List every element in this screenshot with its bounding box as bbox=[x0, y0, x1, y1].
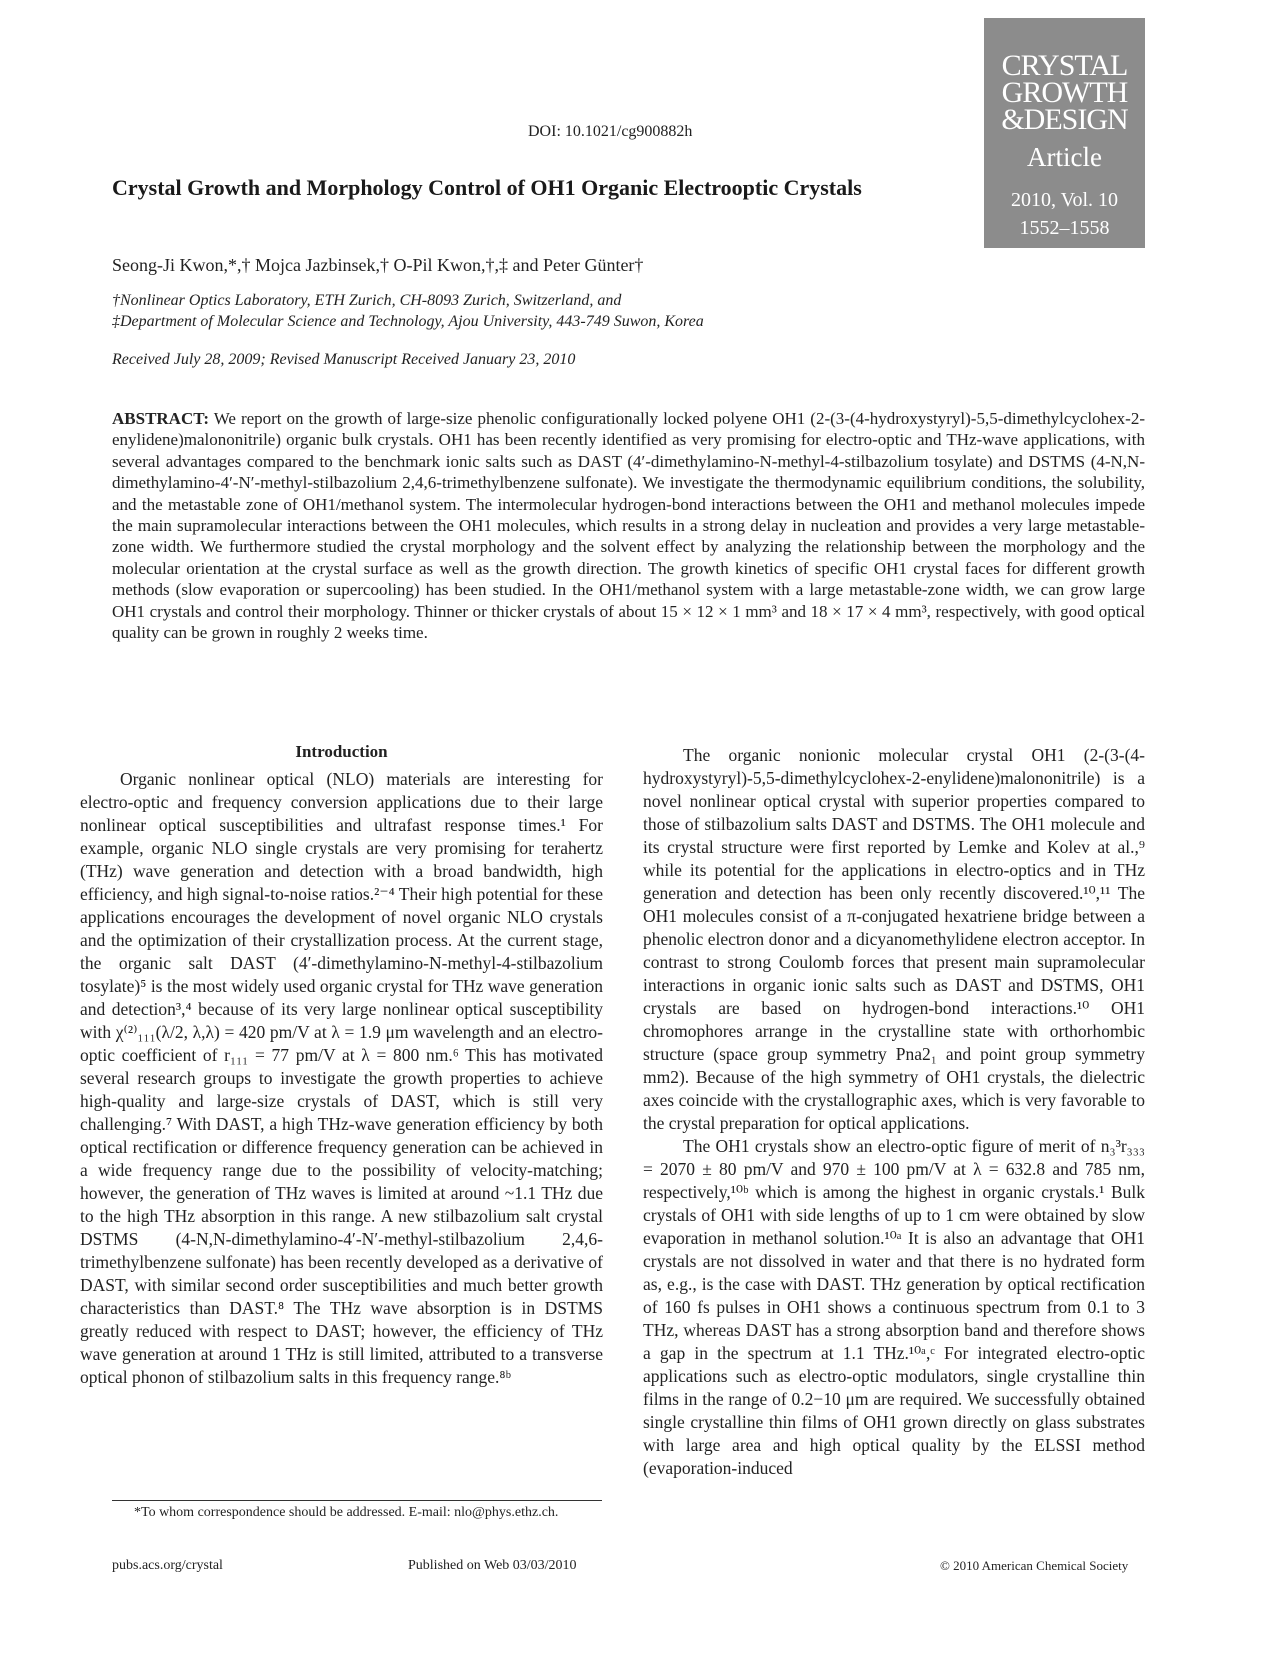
section-heading: Introduction bbox=[295, 742, 388, 761]
abstract-text: We report on the growth of large-size phenolic configurationally locked polyene OH1 (2-(3-(4-hydroxystyryl)-5,5-dimethylcyclohex-2-enylidene)malononitrile) organic bulk crystals. OH1 has been recently identified as very promising for electro-optic and THz-wave applications, with several advantages compared to the benchmark ionic salts such as DAST (4′-dimethylamino-N-methyl-4-stilbazolium tosylate) and DSTMS (4-N,N-dimethylamino-4′-N′-methyl-stilbazolium 2,4,6-trimethylbenzene sulfonate). We investigate the thermodynamic equilibrium conditions, the solubility, and the metastable zone of OH1/methanol system. The intermolecular hydrogen-bond interactions between the OH1 and methanol molecules impede the main supramolecular interactions between the OH1 molecules, which results in a strong delay in nucleation and provides a very large metastable-zone width. We furthermore studied the crystal morphology and the solvent effect by analyzing the relationship between the morphology and the molecular orientation at the crystal surface as well as the growth direction. The growth kinetics of specific OH1 crystal faces for different growth methods (slow evaporation or supercooling) has been studied. In the OH1/methanol system with a large metastable-zone width, we can grow large OH1 crystals and control their morphology. Thinner or thicker crystals of about 15 × 12 × 1 mm³ and 18 × 17 × 4 mm³, respectively, with good optical quality can be grown in roughly 2 weeks time. bbox=[112, 409, 1145, 643]
paragraph: The organic nonionic molecular crystal OH1 (2-(3-(4-hydroxystyryl)-5,5-dimethylcyclohex-2-enylidene)malononitrile) is a novel nonlinear optical crystal with superior properties compared to those of stilbazolium salts DAST and DSTMS. The OH1 molecule and its crystal structure were first reported by Lemke and Kolev at al.,⁹ while its potential for the applications in electro-optics and in THz generation and detection has been only recently discovered.¹⁰,¹¹ The OH1 molecules consist of a π-conjugated hexatriene bridge between a phenolic electron donor and a dicyanomethylidene electron acceptor. In contrast to strong Coulomb forces that present main supramolecular interactions in organic ionic salts such as DAST and DSTMS, OH1 crystals are based on hydrogen-bond interactions.¹⁰ OH1 chromophores arrange in the crystalline state with orthorhombic structure (space group symmetry Pna2₁ and point group symmetry mm2). Because of the high symmetry of OH1 crystals, the dielectric axes coincide with the crystallographic axes, which is very favorable to the crystal preparation for optical applications. bbox=[643, 745, 1145, 1133]
abstract-label: ABSTRACT: bbox=[112, 409, 209, 428]
footer-copyright: © 2010 American Chemical Society bbox=[940, 1558, 1129, 1573]
right-column bbox=[643, 744, 1145, 1480]
footer-published-date: Published on Web 03/03/2010 bbox=[408, 1558, 577, 1573]
abstract bbox=[112, 408, 1145, 643]
article-title: Crystal Growth and Morphology Control of OH1 Organic Electrooptic Crystals bbox=[112, 175, 862, 200]
received-dates: Received July 28, 2009; Revised Manuscript Received January 23, 2010 bbox=[112, 351, 576, 368]
paragraph: The OH1 crystals show an electro-optic figure of merit of n₃³r₃₃₃ = 2070 ± 80 pm/V and 970 ± 100 pm/V at λ = 632.8 and 785 nm, respectively,¹⁰ᵇ which is among the highest in organic crystals.¹ Bulk crystals of OH1 with side lengths of up to 1 cm were obtained by slow evaporation in methanol solution.¹⁰ᵃ It is also an advantage that OH1 crystals are not dissolved in water and that there is no hydrated form as, e.g., is the case with DAST. THz generation by optical rectification of 160 fs pulses in OH1 shows a continuous spectrum from 0.1 to 3 THz, whereas DAST has a strong absorption band and therefore shows a gap in the spectrum at 1.1 THz.¹⁰ᵃ,ᶜ For integrated electro-optic applications such as electro-optic modulators, single crystalline thin films in the range of 0.2−10 μm are required. We successfully obtained single crystalline thin films of OH1 grown directly on glass substrates with large area and high optical quality by the ELSSI method (evaporation-induced bbox=[643, 1136, 1145, 1478]
affiliations bbox=[112, 290, 704, 332]
journal-name: CRYSTAL GROWTH &DESIGN bbox=[1001, 49, 1128, 136]
affiliation: ‡Department of Molecular Science and Technology, Ajou University, 443-749 Suwon, Korea bbox=[112, 313, 704, 330]
paragraph: Organic nonlinear optical (NLO) materials are interesting for electro-optic and frequency conversion applications due to their large nonlinear optical susceptibilities and ultrafast response times.¹ For example, organic NLO single crystals are very promising for terahertz (THz) wave generation and detection with a broad bandwidth, high efficiency, and high signal-to-noise ratios.²⁻⁴ Their high potential for these applications encourages the development of novel organic NLO crystals and the optimization of their crystallization process. At the current stage, the organic salt DAST (4′-dimethylamino-N-methyl-4-stilbazolium tosylate)⁵ is the most widely used organic crystal for THz wave generation and detection³,⁴ because of its very large nonlinear optical susceptibility with χ⁽²⁾₁₁₁(λ/2, λ,λ) = 420 pm/V at λ = 1.9 μm wavelength and an electro-optic coefficient of r₁₁₁ = 77 pm/V at λ = 800 nm.⁶ This has motivated several research groups to investigate the growth properties to achieve high-quality and large-size crystals of DAST, which is still very challenging.⁷ With DAST, a high THz-wave generation efficiency by both optical rectification or difference frequency generation can be achieved in a wide frequency range due to the possibility of velocity-matching; however, the generation of THz waves is limited at around ~1.1 THz due to the high THz absorption in this range. A new stilbazolium salt crystal DSTMS (4-N,N-dimethylamino-4′-N′-methyl-stilbazolium 2,4,6-trimethylbenzene sulfonate) has been recently developed as a derivative of DAST, with similar second order susceptibilities and much better growth characteristics than DAST.⁸ The THz wave absorption is in DSTMS greatly reduced with respect to DAST; however, the efficiency of THz wave generation at around 1 THz is still limited, attributed to a transverse optical phonon of stilbazolium salts in this frequency range.⁸ᵇ bbox=[80, 769, 603, 1387]
journal-badge bbox=[984, 18, 1145, 248]
left-column bbox=[80, 768, 603, 1389]
article-type: Article bbox=[1027, 142, 1102, 172]
footnote: *To whom correspondence should be addressed. E-mail: nlo@phys.ethz.ch. bbox=[134, 1505, 559, 1520]
page-range: 1552–1558 bbox=[1019, 217, 1110, 239]
footer-journal-url[interactable]: pubs.acs.org/crystal bbox=[112, 1558, 223, 1573]
volume-info bbox=[984, 186, 1145, 242]
volume-year: 2010, Vol. 10 bbox=[1010, 189, 1119, 211]
footnote-divider bbox=[112, 1500, 602, 1501]
affiliation: †Nonlinear Optics Laboratory, ETH Zurich, CH-8093 Zurich, Switzerland, and bbox=[112, 292, 622, 309]
doi: DOI: 10.1021/cg900882h bbox=[528, 123, 693, 140]
author-list: Seong-Ji Kwon,*,† Mojca Jazbinsek,† O-Pil Kwon,†,‡ and Peter Günter† bbox=[112, 255, 644, 275]
